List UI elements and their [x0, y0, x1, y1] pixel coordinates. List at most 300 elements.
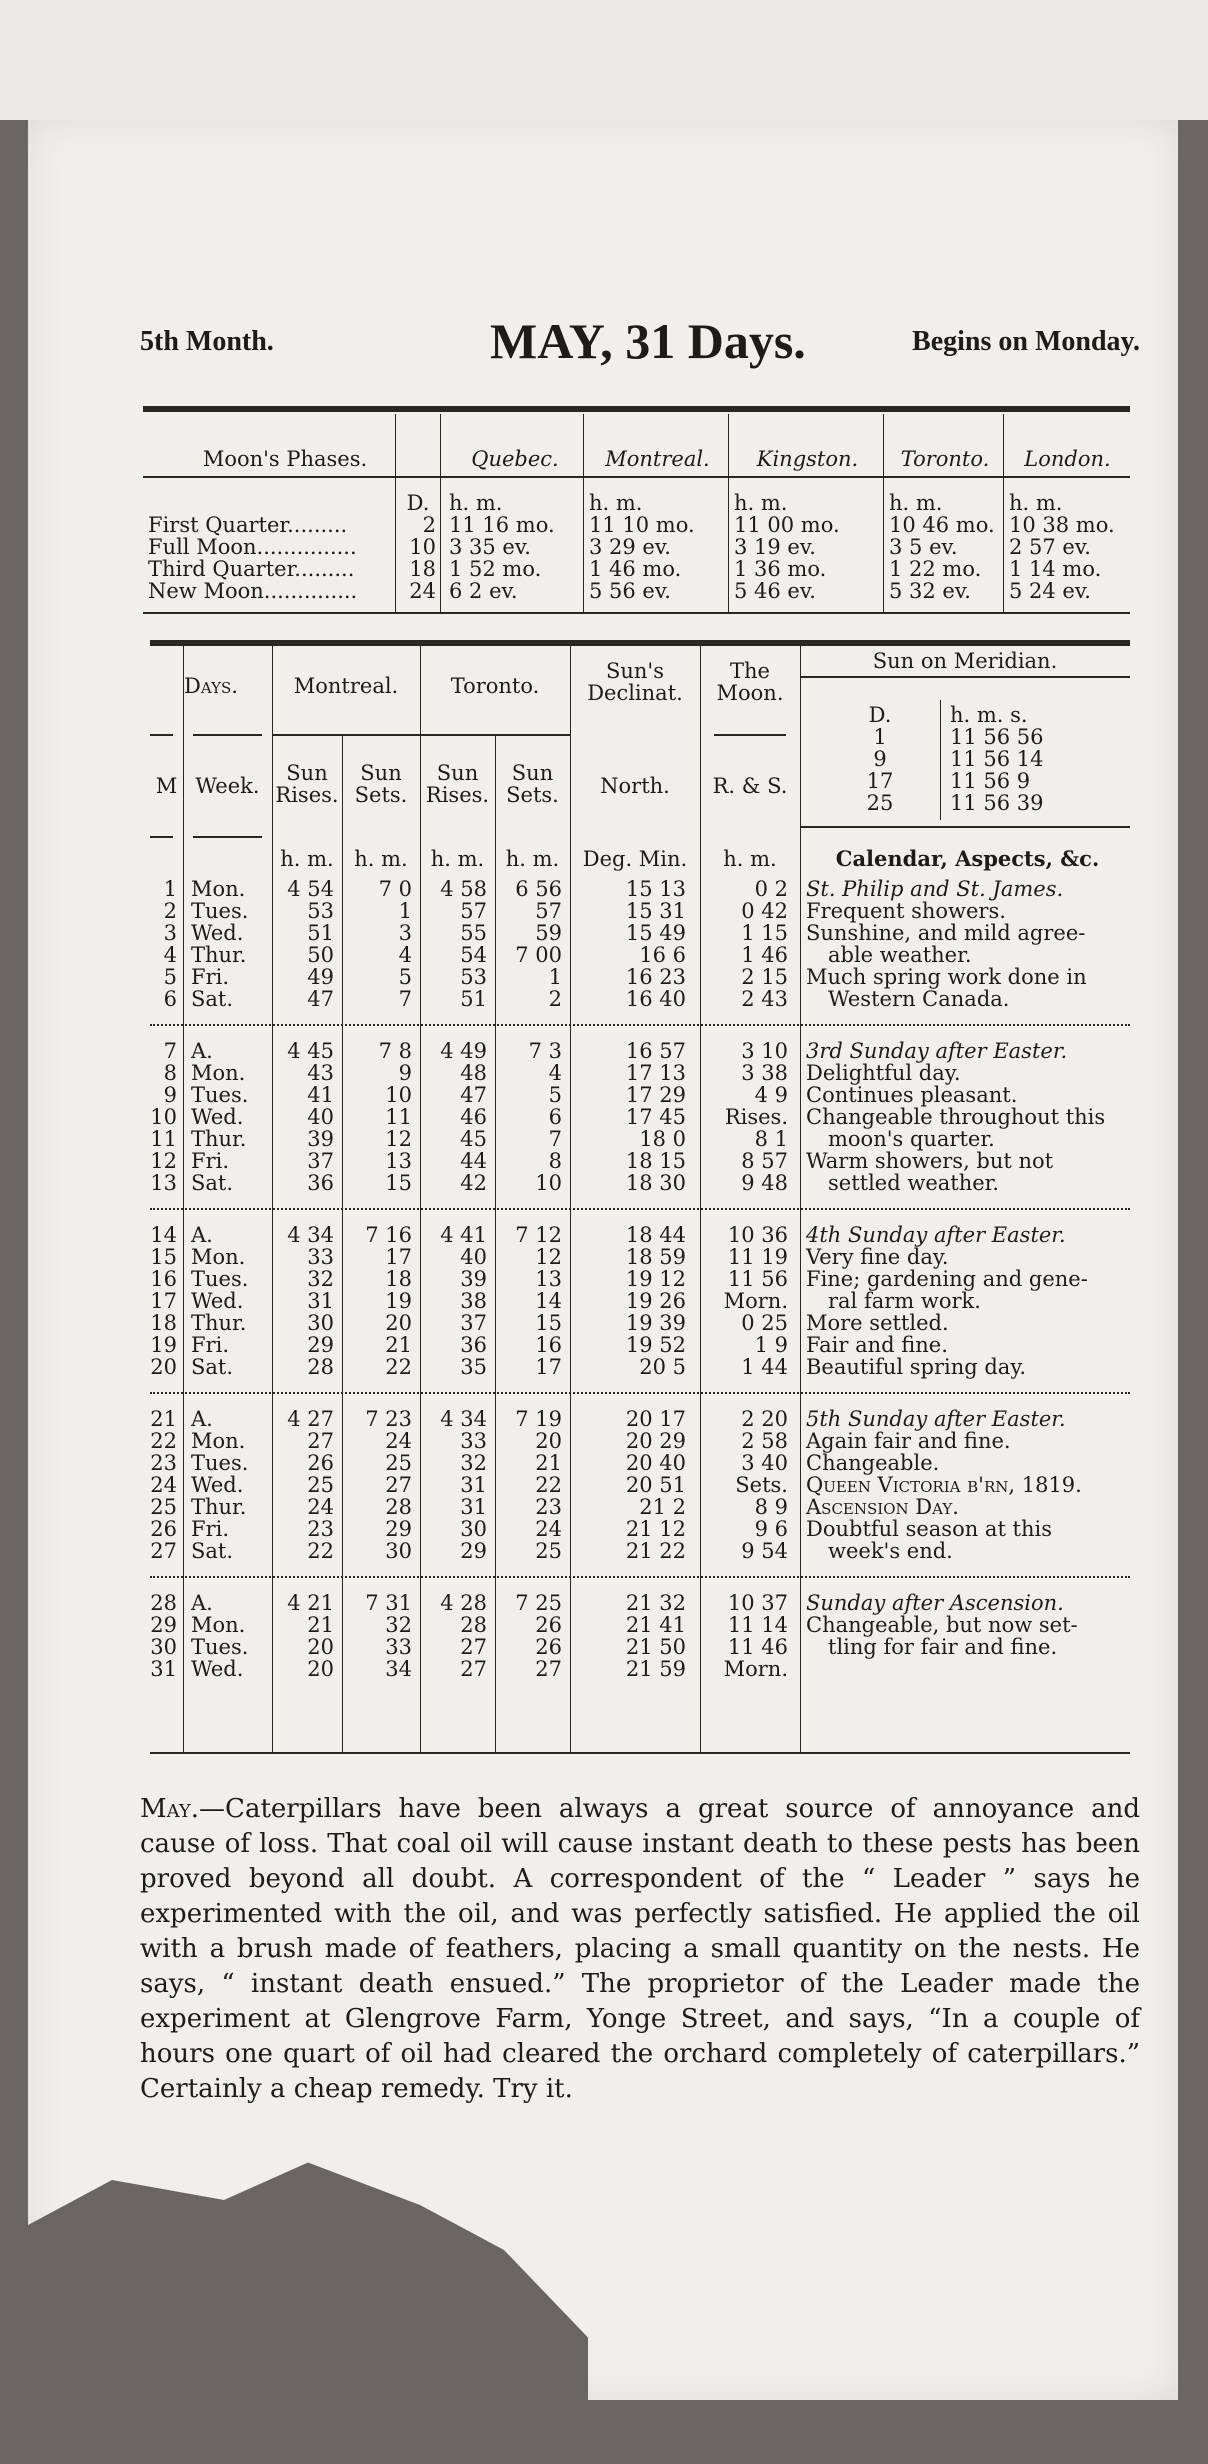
- montreal-sets: 18: [385, 1267, 412, 1291]
- page-header: [140, 312, 1140, 369]
- phase-time: 2 57 ev.: [1009, 535, 1091, 559]
- montreal-rises: 50: [307, 943, 334, 967]
- montreal-rises: 28: [307, 1355, 334, 1379]
- day-of-month: 29: [150, 1613, 177, 1637]
- declination: 15 31: [625, 899, 686, 923]
- column-line: [440, 414, 441, 612]
- moon-time: 0 2: [754, 877, 788, 901]
- montreal-sets: 29: [385, 1517, 412, 1541]
- montreal-sets: 4: [398, 943, 412, 967]
- weekday: Wed.: [191, 921, 244, 945]
- day-of-month: 3: [163, 921, 177, 945]
- calendar-note: Fine; gardening and gene-: [806, 1267, 1088, 1291]
- moon-time: 2 58: [741, 1429, 788, 1453]
- weekday: Wed.: [191, 1105, 244, 1129]
- calendar-note: ral farm work.: [828, 1289, 981, 1313]
- toronto-sets: 8: [548, 1149, 562, 1173]
- weekday: Mon.: [191, 1429, 246, 1453]
- declination: 21 41: [625, 1613, 686, 1637]
- moon-time: 1 44: [741, 1355, 788, 1379]
- declination: 15 13: [625, 877, 686, 901]
- toronto-sets: 7 3: [528, 1039, 562, 1063]
- weekday: Wed.: [191, 1657, 244, 1681]
- montreal-sets: 34: [385, 1657, 412, 1681]
- weekday: A.: [191, 1223, 213, 1247]
- montreal-rises: 4 45: [287, 1039, 334, 1063]
- calendar-note: Frequent showers.: [806, 899, 1006, 923]
- moon-time: Morn.: [723, 1657, 788, 1681]
- toronto-rises: 53: [460, 965, 487, 989]
- weekday: Thur.: [191, 1311, 247, 1335]
- sun-label: Sun: [511, 761, 554, 785]
- day-of-month: 10: [150, 1105, 177, 1129]
- sub-rule: [193, 836, 262, 838]
- sub-rule: [150, 836, 173, 838]
- column-line: [272, 645, 273, 1752]
- sun-label: Rises.: [275, 783, 339, 807]
- toronto-rises: 4 58: [440, 877, 487, 901]
- moon-time: 8 1: [754, 1127, 788, 1151]
- calendar-note: tling for fair and fine.: [828, 1635, 1058, 1659]
- phase-time: 1 36 mo.: [734, 557, 827, 581]
- montreal-rises: 37: [307, 1149, 334, 1173]
- hm-label: h. m.: [589, 491, 643, 515]
- day-of-month: 2: [163, 899, 177, 923]
- montreal-sets: 7 16: [365, 1223, 412, 1247]
- phase-time: 10 38 mo.: [1009, 513, 1115, 537]
- montreal-rises: 20: [307, 1657, 334, 1681]
- calendar-note: 4th Sunday after Easter.: [806, 1223, 1066, 1247]
- montreal-sets: 10: [385, 1083, 412, 1107]
- phase-time: 3 19 ev.: [734, 535, 816, 559]
- calendar-note: Fair and fine.: [806, 1333, 948, 1357]
- toronto-sets: 6: [548, 1105, 562, 1129]
- weekday: Tues.: [191, 1267, 249, 1291]
- phase-time: 1 46 mo.: [589, 557, 682, 581]
- declination: 20 51: [625, 1473, 686, 1497]
- weekday: Mon.: [191, 1061, 246, 1085]
- toronto-sets: 6 56: [515, 877, 562, 901]
- meridian-head: D.: [868, 703, 892, 727]
- phase-time: 11 10 mo.: [589, 513, 695, 537]
- montreal-rises: 20: [307, 1635, 334, 1659]
- calendar-note: Changeable.: [806, 1451, 940, 1475]
- sun-label: Sun: [436, 761, 479, 785]
- declination: 18 0: [639, 1127, 686, 1151]
- city-name: Toronto.: [900, 447, 990, 471]
- toronto-rises: 47: [460, 1083, 487, 1107]
- toronto-rises: 39: [460, 1267, 487, 1291]
- meridian-rule: [800, 676, 1130, 678]
- phase-time: 1 52 mo.: [449, 557, 542, 581]
- phase-time: 5 24 ev.: [1009, 579, 1091, 603]
- toronto-rises: 4 34: [440, 1407, 487, 1431]
- montreal-rises: 22: [307, 1539, 334, 1563]
- toronto-sets: 7 00: [515, 943, 562, 967]
- north-label: North.: [600, 774, 670, 798]
- sub-rule: [193, 734, 262, 736]
- montreal-rises: 24: [307, 1495, 334, 1519]
- declination-head: Declinat.: [587, 681, 683, 705]
- phases-head-rule: [143, 476, 1130, 478]
- toronto-rises: 57: [460, 899, 487, 923]
- phases-bottom-rule: [143, 612, 1130, 614]
- calendar-note: Doubtful season at this: [806, 1517, 1053, 1541]
- calendar-note: 5th Sunday after Easter.: [806, 1407, 1066, 1431]
- toronto-rises: 31: [460, 1495, 487, 1519]
- week-label: Week.: [195, 774, 260, 798]
- rs-label: R. & S.: [712, 774, 788, 798]
- sub-rule: [714, 734, 786, 736]
- weekday: Sat.: [191, 987, 234, 1011]
- toronto-rises: 38: [460, 1289, 487, 1313]
- day-of-month: 23: [150, 1451, 177, 1475]
- calendar-note: Continues pleasant.: [806, 1083, 1018, 1107]
- weekday: Mon.: [191, 877, 246, 901]
- meridian-time: 11 56 14: [950, 747, 1044, 771]
- meridian-time: 11 56 56: [950, 725, 1044, 749]
- montreal-rises: 51: [307, 921, 334, 945]
- toronto-sets: 5: [548, 1083, 562, 1107]
- declination: 18 59: [625, 1245, 686, 1269]
- city-name: Montreal.: [605, 447, 710, 471]
- montreal-rises: 4 21: [287, 1591, 334, 1615]
- weekday: Fri.: [191, 1333, 230, 1357]
- toronto-sets: 26: [535, 1635, 562, 1659]
- moon-time: 9 48: [741, 1171, 788, 1195]
- phase-time: 5 46 ev.: [734, 579, 816, 603]
- calendar-note: moon's quarter.: [828, 1127, 995, 1151]
- montreal-sets: 7 23: [365, 1407, 412, 1431]
- phase-day: 2: [422, 513, 436, 537]
- declination: 19 26: [625, 1289, 686, 1313]
- montreal-rises: 40: [307, 1105, 334, 1129]
- moon-time: 1 15: [741, 921, 788, 945]
- calendar-note: St. Philip and St. James.: [806, 877, 1064, 901]
- day-of-month: 22: [150, 1429, 177, 1453]
- phase-name: First Quarter.........: [148, 513, 348, 537]
- toronto-rises: 36: [460, 1333, 487, 1357]
- meridian-day: 25: [866, 791, 894, 815]
- day-of-month: 21: [150, 1407, 177, 1431]
- sun-label: Sets.: [354, 783, 408, 807]
- montreal-sets: 32: [385, 1613, 412, 1637]
- toronto-sets: 57: [535, 899, 562, 923]
- phase-name: New Moon..............: [148, 579, 358, 603]
- toronto-rises: 40: [460, 1245, 487, 1269]
- meridian-title: Sun on Meridian.: [872, 649, 1058, 673]
- toronto-sets: 26: [535, 1613, 562, 1637]
- declination: 20 5: [639, 1355, 686, 1379]
- meridian-bottom-rule: [800, 826, 1130, 828]
- weekday: Sat.: [191, 1539, 234, 1563]
- moon-time: Sets.: [735, 1473, 788, 1497]
- calendar-note: able weather.: [828, 943, 972, 967]
- montreal-rises: 30: [307, 1311, 334, 1335]
- moon-time: 1 46: [741, 943, 788, 967]
- city-name: Kingston.: [756, 447, 859, 471]
- declination: 18 15: [625, 1149, 686, 1173]
- sub-rule: [272, 734, 570, 736]
- day-of-month: 28: [150, 1591, 177, 1615]
- montreal-sets: 7 8: [378, 1039, 412, 1063]
- toronto-rises: 27: [460, 1657, 487, 1681]
- weekday: Tues.: [191, 1451, 249, 1475]
- day-of-month: 4: [163, 943, 177, 967]
- moon-head: Moon.: [716, 681, 784, 705]
- toronto-sets: 10: [535, 1171, 562, 1195]
- day-of-month: 15: [150, 1245, 177, 1269]
- declination: 19 12: [625, 1267, 686, 1291]
- column-line: [800, 645, 801, 1752]
- moon-time: 11 46: [727, 1635, 788, 1659]
- phase-day: 18: [409, 557, 436, 581]
- week-separator: [150, 1024, 1130, 1026]
- montreal-sets: 25: [385, 1451, 412, 1475]
- meridian-time: 11 56 39: [950, 791, 1044, 815]
- city-name: London.: [1024, 447, 1111, 471]
- day-of-month: 9: [163, 1083, 177, 1107]
- calendar-note: Queen Victoria b'rn, 1819.: [806, 1473, 1082, 1497]
- montreal-sets: 28: [385, 1495, 412, 1519]
- day-of-month: 24: [150, 1473, 177, 1497]
- montreal-sets: 17: [385, 1245, 412, 1269]
- day-of-month: 20: [150, 1355, 177, 1379]
- moon-head: The: [730, 659, 770, 683]
- calendar-note: Ascension Day.: [806, 1495, 959, 1519]
- toronto-sets: 23: [535, 1495, 562, 1519]
- montreal-sets: 11: [385, 1105, 412, 1129]
- meridian-day: 1: [873, 725, 887, 749]
- toronto-sets: 4: [548, 1061, 562, 1085]
- phase-time: 11 00 mo.: [734, 513, 840, 537]
- montreal-sets: 20: [385, 1311, 412, 1335]
- montreal-rises: 49: [307, 965, 334, 989]
- day-of-month: 1: [163, 877, 177, 901]
- toronto-rises: 37: [460, 1311, 487, 1335]
- montreal-rises: 53: [307, 899, 334, 923]
- table-top-rule: [150, 640, 1130, 646]
- day-of-month: 6: [163, 987, 177, 1011]
- day-of-month: 19: [150, 1333, 177, 1357]
- moon-time: 4 9: [754, 1083, 788, 1107]
- toronto-sets: 20: [535, 1429, 562, 1453]
- weekday: Fri.: [191, 1149, 230, 1173]
- d-label: D.: [406, 491, 430, 515]
- montreal-sets: 3: [398, 921, 412, 945]
- toronto-sets: 59: [535, 921, 562, 945]
- toronto-sets: 13: [535, 1267, 562, 1291]
- moon-time: 2 43: [741, 987, 788, 1011]
- calendar-note: Western Canada.: [828, 987, 1010, 1011]
- declination: 15 49: [625, 921, 686, 945]
- moon-time: 3 38: [741, 1061, 788, 1085]
- calendar-note: Sunshine, and mild agree-: [806, 921, 1086, 945]
- montreal-sets: 7: [398, 987, 412, 1011]
- weekday: Thur.: [191, 1495, 247, 1519]
- weekday: Tues.: [191, 1635, 249, 1659]
- montreal-rises: 4 54: [287, 877, 334, 901]
- weekday: Fri.: [191, 1517, 230, 1541]
- montreal-rises: 31: [307, 1289, 334, 1313]
- meridian-day: 9: [873, 747, 887, 771]
- phase-time: 5 56 ev.: [589, 579, 671, 603]
- moon-time: 11 14: [727, 1613, 788, 1637]
- declination: 21 12: [625, 1517, 686, 1541]
- moon-time: 10 37: [727, 1591, 788, 1615]
- weekday: Sat.: [191, 1355, 234, 1379]
- montreal-rises: 26: [307, 1451, 334, 1475]
- declination: 17 45: [625, 1105, 686, 1129]
- phase-time: 3 29 ev.: [589, 535, 671, 559]
- declination-head: Sun's: [606, 659, 664, 683]
- day-of-month: 31: [150, 1657, 177, 1681]
- calendar-note: Very fine day.: [806, 1245, 949, 1269]
- day-of-month: 11: [150, 1127, 177, 1151]
- declination: 21 2: [639, 1495, 686, 1519]
- column-line: [940, 700, 941, 820]
- toronto-sets: 21: [535, 1451, 562, 1475]
- week-separator: [150, 1392, 1130, 1394]
- weekday: Mon.: [191, 1613, 246, 1637]
- declination: 16 23: [625, 965, 686, 989]
- toronto-rises: 45: [460, 1127, 487, 1151]
- unit-label: h. m.: [723, 847, 777, 871]
- montreal-sets: 27: [385, 1473, 412, 1497]
- toronto-sets: 2: [548, 987, 562, 1011]
- moon-time: 3 10: [741, 1039, 788, 1063]
- declination: 16 40: [625, 987, 686, 1011]
- week-separator: [150, 1208, 1130, 1210]
- top-rule: [143, 406, 1130, 412]
- weekday: Wed.: [191, 1289, 244, 1313]
- calendar-head: Calendar, Aspects, &c.: [835, 846, 1100, 871]
- toronto-rises: 55: [460, 921, 487, 945]
- declination: 16 6: [639, 943, 686, 967]
- day-of-month: 16: [150, 1267, 177, 1291]
- sub-rule: [150, 734, 173, 736]
- toronto-head: Toronto.: [450, 674, 540, 698]
- table-bottom-rule: [150, 1752, 1130, 1754]
- caterpillar-paragraph: [140, 1792, 1140, 2107]
- toronto-sets: 7: [548, 1127, 562, 1151]
- montreal-sets: 7 0: [378, 877, 412, 901]
- weekday: Mon.: [191, 1245, 246, 1269]
- weekday: Sat.: [191, 1171, 234, 1195]
- week-separator: [150, 1576, 1130, 1578]
- montreal-rises: 33: [307, 1245, 334, 1269]
- weekday: A.: [191, 1039, 213, 1063]
- declination: 21 50: [625, 1635, 686, 1659]
- moon-time: 11 19: [727, 1245, 788, 1269]
- montreal-rises: 47: [307, 987, 334, 1011]
- montreal-sets: 24: [385, 1429, 412, 1453]
- montreal-rises: 23: [307, 1517, 334, 1541]
- month-number: 5th Month.: [140, 326, 274, 357]
- weekday: A.: [191, 1591, 213, 1615]
- toronto-sets: 15: [535, 1311, 562, 1335]
- toronto-rises: 28: [460, 1613, 487, 1637]
- toronto-rises: 29: [460, 1539, 487, 1563]
- weekday: A.: [191, 1407, 213, 1431]
- moon-time: 10 36: [727, 1223, 788, 1247]
- phase-name: Third Quarter.........: [148, 557, 355, 581]
- toronto-rises: 44: [460, 1149, 487, 1173]
- day-of-month: 17: [150, 1289, 177, 1313]
- moon-time: 8 57: [741, 1149, 788, 1173]
- toronto-sets: 7 12: [515, 1223, 562, 1247]
- calendar-note: Warm showers, but not: [806, 1149, 1054, 1173]
- day-of-month: 18: [150, 1311, 177, 1335]
- toronto-rises: 54: [460, 943, 487, 967]
- montreal-rises: 29: [307, 1333, 334, 1357]
- montreal-rises: 21: [307, 1613, 334, 1637]
- toronto-rises: 4 41: [440, 1223, 487, 1247]
- toronto-rises: 46: [460, 1105, 487, 1129]
- paragraph-text: —Caterpillars have been always a great source of annoyance and cause of loss. That coal oil will cause instant death to these pests has been proved beyond all doubt. A correspondent of the “ Leader ” says he experimented with the oil, and was perfectly satisfied. He applied the oil with a brush made of feathers, placing a small quantity on the nests. He says, “ instant death ensued.” The proprietor of the Leader made the experiment at Glengrove Farm, Yonge Street, and says, “In a couple of hours one quart of oil had cleared the orchard completely of caterpillars.” Certainly a cheap remedy. Try it.: [140, 1794, 1140, 2104]
- calendar-note: Delightful day.: [806, 1061, 961, 1085]
- montreal-rises: 36: [307, 1171, 334, 1195]
- toronto-rises: 31: [460, 1473, 487, 1497]
- toronto-sets: 17: [535, 1355, 562, 1379]
- day-of-month: 7: [163, 1039, 177, 1063]
- declination: 20 17: [625, 1407, 686, 1431]
- toronto-rises: 4 49: [440, 1039, 487, 1063]
- column-line: [570, 645, 571, 1752]
- montreal-rises: 41: [307, 1083, 334, 1107]
- m-label: M: [155, 774, 178, 798]
- montreal-rises: 43: [307, 1061, 334, 1085]
- toronto-rises: 4 28: [440, 1591, 487, 1615]
- montreal-sets: 9: [398, 1061, 412, 1085]
- meridian-day: 17: [866, 769, 894, 793]
- hm-label: h. m.: [889, 491, 943, 515]
- sun-label: Rises.: [425, 783, 490, 807]
- montreal-sets: 19: [385, 1289, 412, 1313]
- declination: 20 29: [625, 1429, 686, 1453]
- day-of-month: 14: [150, 1223, 177, 1247]
- unit-label: Deg. Min.: [582, 847, 688, 871]
- moon-time: 11 56: [727, 1267, 788, 1291]
- calendar-note: Sunday after Ascension.: [806, 1591, 1064, 1615]
- weekday: Fri.: [191, 965, 230, 989]
- hm-label: h. m.: [734, 491, 788, 515]
- montreal-sets: 30: [385, 1539, 412, 1563]
- declination: 18 30: [625, 1171, 686, 1195]
- meridian-time: 11 56 9: [950, 769, 1031, 793]
- calendar-note: settled weather.: [828, 1171, 1000, 1195]
- declination: 20 40: [625, 1451, 686, 1475]
- day-of-month: 5: [163, 965, 177, 989]
- unit-label: h. m.: [354, 847, 408, 871]
- toronto-sets: 22: [535, 1473, 562, 1497]
- toronto-sets: 25: [535, 1539, 562, 1563]
- phase-time: 6 2 ev.: [449, 579, 518, 603]
- declination: 21 59: [625, 1657, 686, 1681]
- calendar-note: Changeable throughout this: [806, 1105, 1106, 1129]
- phase-name: Full Moon...............: [148, 535, 357, 559]
- weekday: Thur.: [191, 943, 247, 967]
- phase-time: 11 16 mo.: [449, 513, 555, 537]
- toronto-rises: 32: [460, 1451, 487, 1475]
- declination: 17 13: [625, 1061, 686, 1085]
- paragraph-lead: May.: [140, 1794, 200, 1824]
- toronto-sets: 24: [535, 1517, 562, 1541]
- phase-day: 24: [409, 579, 436, 603]
- sun-label: Sun: [360, 761, 402, 785]
- toronto-sets: 1: [548, 965, 562, 989]
- calendar-note: Much spring work done in: [806, 965, 1087, 989]
